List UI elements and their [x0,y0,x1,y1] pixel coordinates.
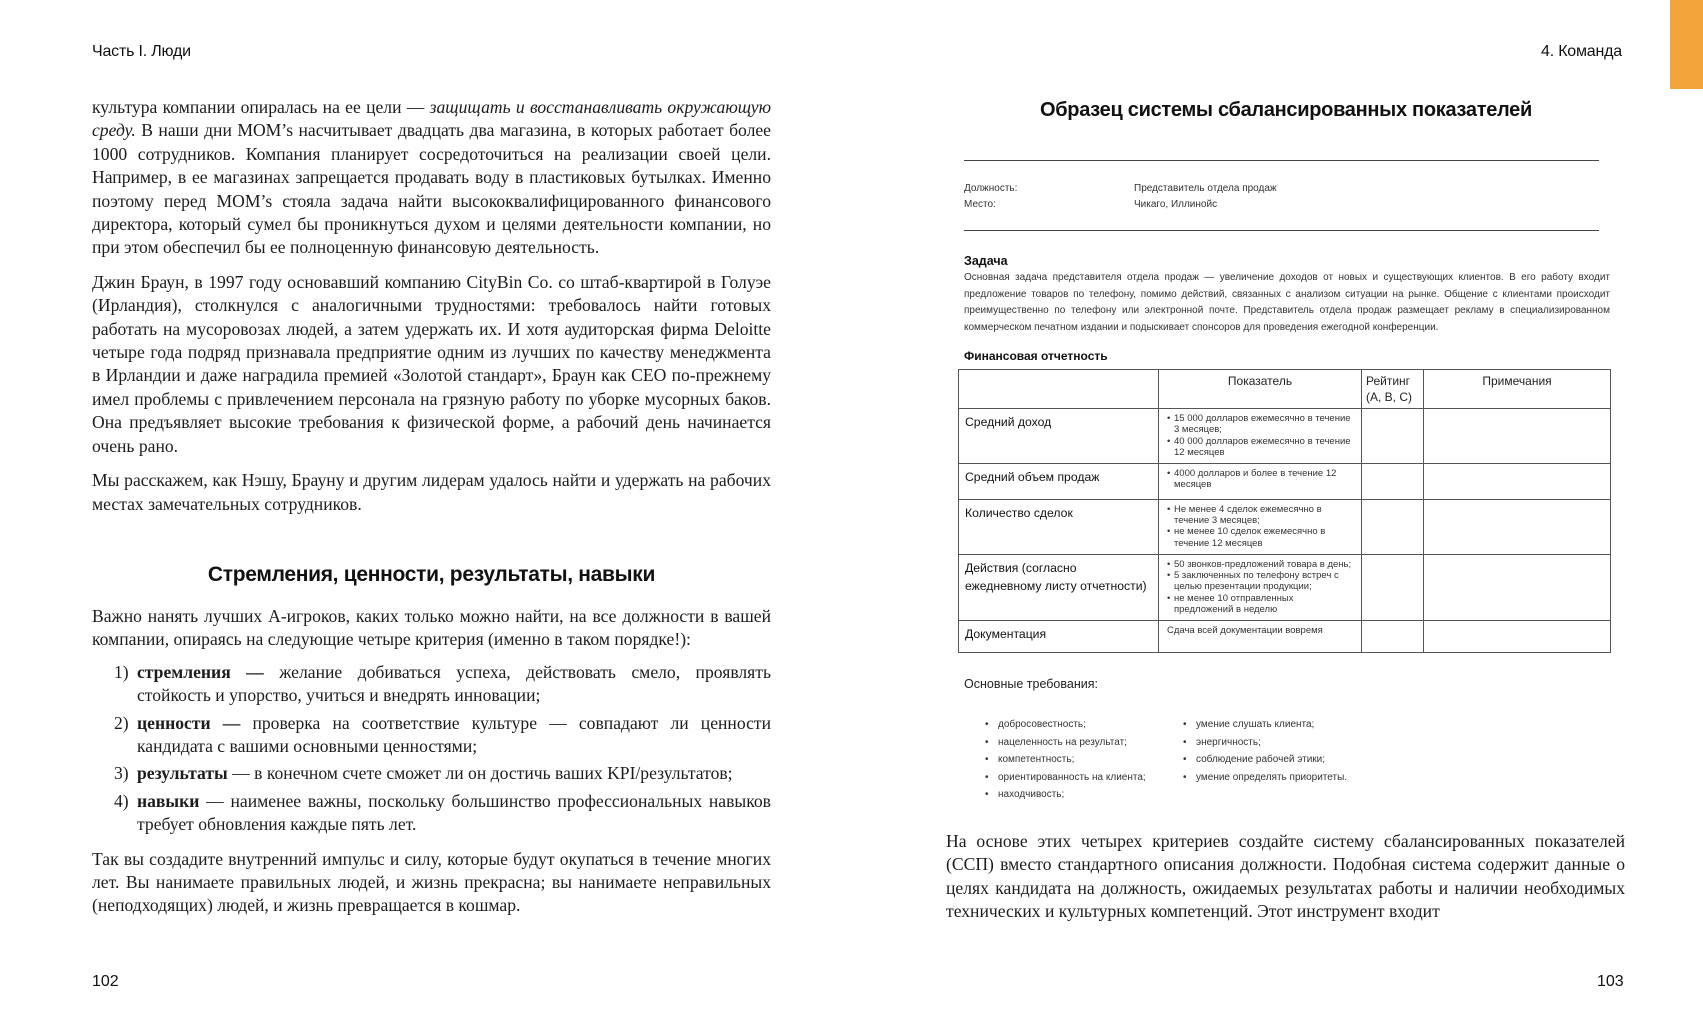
paragraph-moms [92,96,771,260]
rating-cell [1362,499,1424,554]
metric-cell: Документация [959,620,1159,652]
criteria-number: 1) [114,661,129,682]
table-row [959,409,1611,464]
metric-cell: Средний доход [959,409,1159,464]
requirement-item: • умение определять приоритеты. [1183,769,1347,787]
paragraph-bsc: На основе этих четырех критериев создайте систему сбалансированных показателей (ССП) вместо стандартного описания должности. Подобная система содержит данные о целях кандидата на должность, ожидаемых результатах работы и наличии необходимых технических и культурных компетенций. Этот инструмент входит [946,831,1625,922]
rating-cell [1362,409,1424,464]
criteria-term: стремления — [137,661,264,682]
criteria-desc: — в конечном счете сможет ли он достичь ваших KPI/результатов; [227,763,733,784]
paragraph-text: В наши дни MOM’s насчитывает двадцать два магазина, в которых работает более 1000 сотрудников. Компания планирует сосредоточиться на реализации своей цели. Например, в ее магазинах запрещается продавать воду в пластиковых бутылках. Именно поэтому перед MOM’s стояла задача найти высококвалифицированного финансового директора, который сумел бы проникнуться духом и целями деятельности компании, но при этом обеспечил бы ее полноценную финансовую деятельность. [92,120,771,258]
paragraph-closing: Так вы создадите внутренний импульс и силу, которые будут окупаться в течение многих лет. Вы нанимаете правильных людей, и жизнь прекрасна; вы нанимаете неправильных (неподходящих) людей, и жизнь превращается в кошмар. [92,848,771,916]
table-row [959,620,1611,652]
right-body [946,830,1625,924]
task-text: Основная задача представителя отдела продаж — увеличение доходов от новых и существующих клиентов. В его работу входит предложение товаров по телефону, помимо действий, связанных с анализом ситуации на рынке. Общение с клиентами происходит преимущественно по телефону или электронной почте. Представитель отдела продаж размещает рекламу в специализированном коммерческом печатном издании и подыскивает спонсоров для проведения ежегодной конференции. [964,272,1610,333]
target-item: • 15 000 долларов ежемесячно в течение 3 месяцев; [1167,413,1353,436]
requirement-item: • соблюдение рабочей этики; [1183,751,1347,769]
left-body-bottom [92,605,771,918]
requirement-item: • находчивость; [985,786,1146,804]
target-item: • 4000 долларов и более в течение 12 месяцев [1167,468,1353,491]
criteria-term: ценности — [137,712,241,733]
criteria-term: навыки [137,790,200,811]
requirements-label: Основные требования: [964,677,1098,691]
target-item: • не менее 10 сделок ежемесячно в течение 12 месяцев [1167,526,1353,549]
target-item: • 5 заключенных по телефону встреч с целью презентации продукции; [1167,570,1353,593]
target-item: • не менее 10 отправленных предложений в неделю [1167,593,1353,616]
table-header-row [959,370,1611,409]
table-header [959,370,1159,409]
target-cell [1159,499,1362,554]
notes-cell [1424,499,1611,554]
table-row [959,499,1611,554]
target-cell [1159,463,1362,499]
notes-cell [1424,463,1611,499]
table-header: Примечания [1424,370,1611,409]
target-cell [1159,409,1362,464]
metric-cell: Действия (согласно ежедневному листу отчетности) [959,554,1159,620]
notes-cell [1424,620,1611,652]
running-head-left: Часть I. Люди [92,43,191,60]
left-body-top [92,96,771,516]
paragraph-leaders: Мы расскажем, как Нэшу, Брауну и другим лидерам удалось найти и удержать на рабочих местах замечательных сотрудников. [92,470,771,514]
italic-phrase: защищать и восстанавливать окружающую среду. [92,97,771,141]
rating-cell [1362,554,1424,620]
target-item: • Не менее 4 сделок ежемесячно в течение 3 месяцев; [1167,504,1353,527]
field-label-position: Должность: [964,183,1018,194]
rating-cell [1362,463,1424,499]
target-item: • 50 звонков-предложений товара в день; [1167,559,1353,570]
criteria-list [92,661,771,837]
target-cell [1159,554,1362,620]
target-item: Сдача всей документации вовремя [1167,624,1323,636]
paragraph-text: культура компании опиралась на ее цели — [92,97,430,117]
table-header: Рейтинг (A, B, C) [1362,370,1424,409]
criteria-item [92,661,771,708]
target-cell [1159,620,1362,652]
divider [964,160,1599,161]
paragraph-citybin: Джин Браун, в 1997 году основавший компанию CityBin Co. со штаб-квартирой в Голуэе (Ирландия), столкнулся с аналогичными трудностями: требовалось найти готовых работать на мусоровозах людей, а затем удержать их. И хотя аудиторская фирма Deloitte четыре года подряд признавала предприятие одним из лучших по качеству менеджмента в Ирландии и даже наградила премией «Золотой стандарт», Браун как CEO по-прежнему имел проблемы с привлечением персонала на грязную работу по уборке мусорных баков. Она предъявляет высокие требования к физической форме, а рабочий день начинается очень рано. [92,271,771,456]
table-row [959,554,1611,620]
task-label: Задача [964,254,1008,268]
criteria-item [92,712,771,759]
metric-cell: Средний объем продаж [959,463,1159,499]
criteria-desc: — наименее важны, поскольку большинство профессиональных навыков требует обновления каждые пять лет. [137,790,771,835]
notes-cell [1424,409,1611,464]
criteria-desc: проверка на соответствие культуре — совпадают ли ценности кандидата с вашими основными ценностями; [137,712,771,757]
notes-cell [1424,554,1611,620]
requirements-list-2 [1183,716,1347,786]
finance-label: Финансовая отчетность [964,349,1108,363]
field-value-location: Чикаго, Иллинойс [1134,199,1218,210]
page-number-left: 102 [92,973,119,990]
running-head-right: 4. Команда [1541,43,1622,60]
criteria-item [92,762,771,785]
field-value-position: Представитель отдела продаж [1134,183,1277,194]
page-number-right: 103 [1597,973,1624,990]
requirement-item: • ориентированность на клиента; [985,769,1146,787]
chapter-tab [1670,0,1703,89]
requirements-list-1 [985,716,1146,804]
requirement-item: • нацеленность на результат; [985,734,1146,752]
requirement-item: • компетентность; [985,751,1146,769]
section-heading: Стремления, ценности, результаты, навыки [207,563,656,586]
criteria-desc: желание добиваться успеха, действовать смело, проявлять стойкость и упорство, учиться и внедрять инновации; [137,661,771,706]
requirement-item: • умение слушать клиента; [1183,716,1347,734]
requirement-item: • энергичность; [1183,734,1347,752]
criteria-item [92,790,771,837]
criteria-number: 3) [114,763,129,784]
requirement-item: • добросовестность; [985,716,1146,734]
scorecard-table [958,369,1611,653]
criteria-number: 2) [114,712,129,733]
divider [964,230,1599,231]
target-item: • 40 000 долларов ежемесячно в течение 12 месяцев [1167,436,1353,459]
criteria-term: результаты [137,763,228,784]
metric-cell: Количество сделок [959,499,1159,554]
field-label-location: Место: [964,199,996,210]
scorecard-title: Образец системы сбалансированных показателей [1040,99,1532,121]
criteria-number: 4) [114,790,129,811]
criteria-intro: Важно нанять лучших А-игроков, каких только можно найти, на все должности в вашей компании, опираясь на следующие четыре критерия (именно в таком порядке!): [92,606,771,650]
table-header: Показатель [1159,370,1362,409]
rating-cell [1362,620,1424,652]
table-row [959,463,1611,499]
